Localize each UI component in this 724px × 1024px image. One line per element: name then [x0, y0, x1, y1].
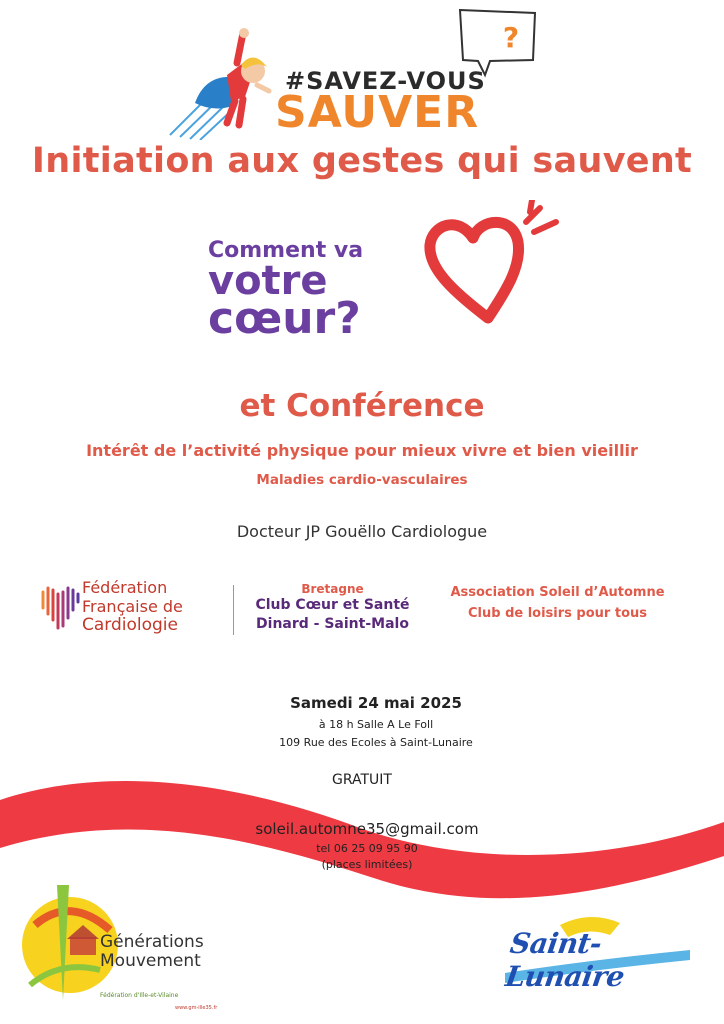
association-tagline: Club de loisirs pour tous	[467, 606, 647, 621]
ffc-line-3: Cardiologie	[82, 615, 178, 635]
gm-tagline: Fédération d'Ille-et-Vilaine	[100, 992, 179, 999]
ffc-heart-icon	[40, 582, 80, 634]
club-city: Dinard - Saint-Malo	[256, 616, 409, 632]
speaker-name: Docteur JP Gouëllo Cardiologue	[236, 522, 488, 541]
gm-line-2: Mouvement	[100, 951, 201, 971]
club-region: Bretagne	[301, 582, 364, 596]
gm-url: www.gm-ille35.fr	[175, 1005, 218, 1011]
conference-topic: Maladies cardio-vasculaires	[256, 472, 468, 488]
gm-title	[100, 933, 204, 971]
association-name: Association Soleil d’Automne	[450, 585, 665, 600]
event-time-place: à 18 h Salle A Le Foll	[318, 718, 434, 731]
gm-line-1: Générations	[100, 932, 204, 952]
hashtag-text: #SAVEZ-VOUS	[285, 67, 486, 95]
price-label: GRATUIT	[332, 772, 392, 788]
question-mark: ?	[502, 21, 520, 54]
savez-vous-sauver-logo	[165, 5, 545, 140]
campaign-line-1: Comment va	[208, 238, 364, 263]
contact-phone: tel 06 25 09 95 90	[316, 842, 418, 855]
sauver-text: SAUVER	[275, 87, 480, 138]
ffc-line-2: Française de	[82, 597, 183, 616]
generations-mouvement-logo	[15, 875, 265, 1020]
contact-email[interactable]: soleil.automne35@gmail.com	[255, 820, 479, 838]
main-title: Initiation aux gestes qui sauvent	[31, 141, 693, 181]
ffc-text	[82, 578, 183, 635]
club-name: Club Cœur et Santé	[255, 597, 410, 613]
campaign-line-2: votre	[208, 258, 328, 304]
association-block	[430, 582, 685, 624]
conference-subtitle: Intérêt de l’activité physique pour mieux vivre et bien vieillir	[86, 441, 638, 460]
ffc-logo	[40, 578, 225, 640]
comment-va-votre-coeur-logo	[200, 200, 570, 360]
event-date: Samedi 24 mai 2025	[290, 694, 462, 712]
event-address: 109 Rue des Ecoles à Saint-Lunaire	[279, 736, 473, 749]
conference-title: et Conférence	[239, 388, 485, 424]
heart-icon	[418, 200, 568, 330]
partner-divider	[233, 585, 234, 635]
club-coeur-sante-logo	[245, 582, 420, 634]
saint-lunaire-logo	[500, 905, 698, 997]
saint-lunaire-text: Saint-Lunaire	[503, 927, 627, 993]
ffc-line-1: Fédération	[82, 578, 168, 597]
places-note: (places limitées)	[321, 858, 413, 871]
campaign-line-3: cœur?	[208, 293, 361, 344]
